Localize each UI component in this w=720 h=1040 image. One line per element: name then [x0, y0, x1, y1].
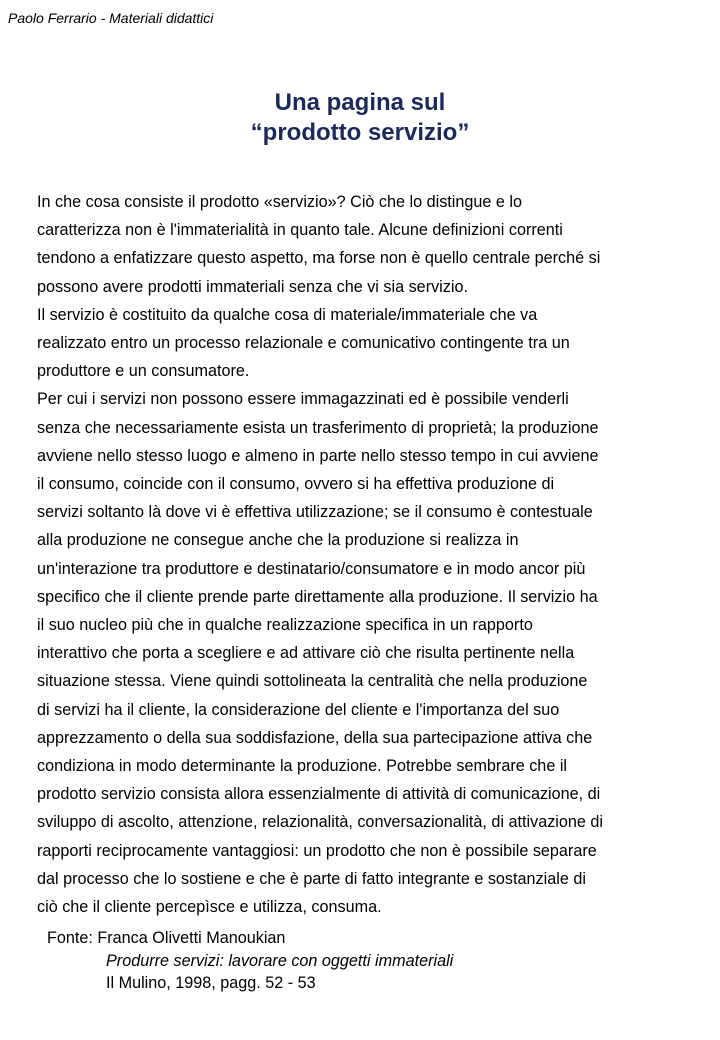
page-title	[0, 88, 720, 148]
body-line: avviene nello stesso luogo e almeno in parte nello stesso tempo in cui avviene	[37, 446, 599, 465]
body-line: caratterizza non è l'immaterialità in quanto tale. Alcune definizioni correnti	[37, 221, 563, 240]
title-line-2: “prodotto servizio”	[250, 119, 470, 146]
body-line: situazione stessa. Viene quindi sottolineata la centralità che nella produzione	[37, 672, 588, 691]
body-line: realizzato entro un processo relazionale e comunicativo contingente tra un	[37, 334, 570, 353]
source-author: Fonte: Franca Olivetti Manoukian	[47, 929, 286, 947]
body-line: il suo nucleo più che in qualche realizzazione specifica in un rapporto	[37, 616, 533, 635]
body-line: specifico che il cliente prende parte direttamente alla produzione. Il servizio ha	[37, 587, 598, 606]
body-line: alla produzione ne consegue anche che la produzione si realizza in	[37, 531, 519, 550]
body-line: di servizi ha il cliente, la considerazione del cliente e l'importanza del suo	[37, 700, 560, 719]
body-line: tendono a enfatizzare questo aspetto, ma forse non è quello centrale perché si	[37, 249, 601, 268]
source-publisher: Il Mulino, 1998, pagg. 52 - 53	[106, 974, 316, 992]
body-line: servizi soltanto là dove vi è effettiva utilizzazione; se il consumo è contestuale	[37, 503, 593, 522]
body-line: un'interazione tra produttore e destinatario/consumatore e in modo ancor più	[37, 559, 586, 578]
body-line: produttore e un consumatore.	[37, 362, 250, 381]
body-line: il consumo, coincide con il consumo, ovvero si ha effettiva produzione di	[37, 475, 555, 494]
body-line: rapporti reciprocamente vantaggiosi: un prodotto che non è possibile separare	[37, 841, 597, 860]
body-line: possono avere prodotti immateriali senza che vi sia servizio.	[37, 277, 468, 296]
title-line-1: Una pagina sul	[274, 89, 446, 116]
body-line: Il servizio è costituito da qualche cosa di materiale/immateriale che va	[37, 305, 538, 324]
body-line: In che cosa consiste il prodotto «servizio»? Ciò che lo distingue e lo	[37, 193, 523, 211]
body-text	[37, 188, 707, 921]
source-citation	[47, 927, 453, 995]
body-line: prodotto servizio consista allora essenzialmente di attività di comunicazione, di	[37, 785, 601, 804]
body-line: Per cui i servizi non possono essere immagazzinati ed è possibile venderli	[37, 390, 569, 409]
body-line: condiziona in modo determinante la produzione. Potrebbe sembrare che il	[37, 757, 568, 776]
body-line: senza che necessariamente esista un trasferimento di proprietà; la produzione	[37, 418, 599, 437]
body-line: dal processo che lo sostiene e che è parte di fatto integrante e sostanziale di	[37, 869, 586, 888]
body-line: apprezzamento o della sua soddisfazione, della sua partecipazione attiva che	[37, 728, 593, 747]
body-line: interattivo che porta a scegliere e ad attivare ciò che risulta pertinente nella	[37, 644, 575, 663]
source-book-title: Produrre servizi: lavorare con oggetti immateriali	[106, 951, 454, 970]
body-line: ciò che il cliente percepìsce e utilizza, consuma.	[37, 898, 382, 917]
body-line: sviluppo di ascolto, attenzione, relazionalità, conversazionalità, di attivazione di	[37, 813, 603, 832]
header-label: Paolo Ferrario - Materiali didattici	[8, 10, 214, 26]
